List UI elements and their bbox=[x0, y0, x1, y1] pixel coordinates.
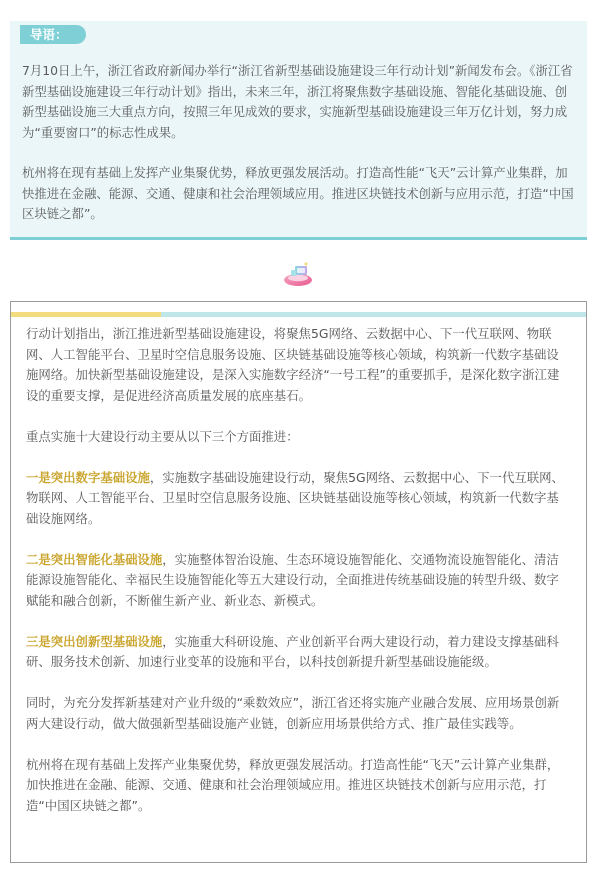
item-3-highlight: 三是突出创新型基础设施 bbox=[26, 633, 163, 649]
paragraph-item-3 bbox=[26, 632, 571, 673]
paragraph-overview: 行动计划指出，浙江推进新型基础设施建设，将聚焦5G网络、云数据中心、下一代互联网、物联网、人工智能平台、卫星时空信息服务设施、区块链基础设施等核心领域，构筑新一代数字基础设施网络。加快新型基础设施建设，是深入实施数字经济“一号工程”的重要抓手，是深化数字浙江建设的重要支撑，是促进经济高质量发展的底座基石。 bbox=[26, 326, 560, 403]
bar-teal-segment bbox=[161, 312, 586, 317]
bar-yellow-segment bbox=[11, 312, 161, 317]
article-text bbox=[26, 324, 571, 816]
decorative-top-bar bbox=[11, 312, 586, 317]
item-1-highlight: 一是突出数字基础设施 bbox=[26, 469, 150, 485]
item-2-text: ，实施整体智治设施、生态环境设施智能化、交通物流设施智能化、清洁能源设施智能化、幸福民生设施智能化等五大建设行动，全面推进传统基础设施的转型升级、数字赋能和融合创新，不断催生新产业、新业态、新模式。 bbox=[26, 551, 559, 608]
paragraph-item-2 bbox=[26, 550, 571, 612]
paragraph-lead: 重点实施十大建设行动主要从以下三个方面推进： bbox=[26, 428, 299, 444]
intro-paragraph: 7月10日上午，浙江省政府新闻办举行“浙江省新型基础设施建设三年行动计划”新闻发布会。《浙江省新型基础设施建设三年行动计划》指出，未来三年，浙江将聚焦数字基础设施、智能化基础设施、创新型基础设施三大重点方向，按照三年见成效的要求，实施新型基础设施建设三年万亿计划，努力成为“重要窗口”的标志性成果。 bbox=[22, 63, 573, 140]
intro-paragraph: 杭州将在现有基础上发挥产业集聚优势，释放更强发展活动。打造高性能“飞天”云计算产业集群，加快推进在金融、能源、交通、健康和社会治理领域应用。推进区块链技术创新与应用示范，打造“中国区块链之都”。 bbox=[22, 165, 574, 221]
intro-tag: 导语： bbox=[20, 25, 86, 44]
paragraph-multiplier: 同时，为充分发挥新基建对产业升级的“乘数效应”，浙江省还将实施产业融合发展、应用场景创新两大建设行动，做大做强新型基础设施产业链，创新应用场景供给方式、推广最佳实践等。 bbox=[26, 695, 560, 731]
paragraph-hangzhou: 杭州将在现有基础上发挥产业集聚优势，释放更强发展活动。打造高性能“飞天”云计算产业集群，加快推进在金融、能源、交通、健康和社会治理领域应用。推进区块链技术创新与应用示范，打造“中国区块链之都”。 bbox=[26, 756, 560, 813]
item-2-highlight: 二是突出智能化基础设施 bbox=[26, 551, 163, 567]
paragraph-item-1 bbox=[26, 468, 571, 530]
planet-decoration-icon bbox=[282, 260, 314, 288]
item-1-text: ，实施数字基础设施建设行动，聚焦5G网络、云数据中心、下一代互联网、物联网、人工智能平台、卫星时空信息服务设施、区块链基础设施等核心领域，构筑新一代数字基础设施网络。 bbox=[26, 469, 564, 526]
intro-text bbox=[22, 61, 578, 225]
intro-card bbox=[10, 21, 587, 240]
article-body-box bbox=[10, 301, 587, 863]
item-3-text: ，实施重大科研设施、产业创新平台两大建设行动，着力建设支撑基础科研、服务技术创新、加速行业变革的设施和平台，以科技创新提升新型基础设施能级。 bbox=[26, 633, 559, 669]
